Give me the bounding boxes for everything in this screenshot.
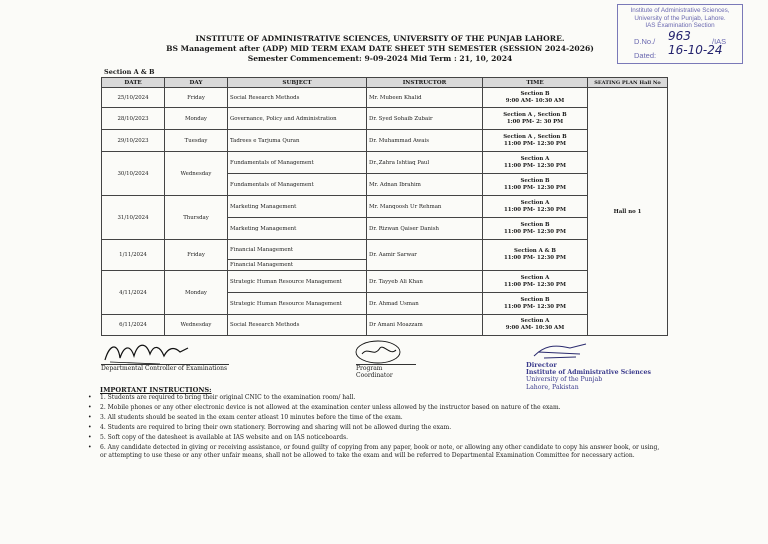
time-range: 1:00 PM- 2: 30 PM: [506, 118, 564, 125]
subject-cell: Marketing Management: [228, 218, 367, 240]
time-section: Section A: [520, 155, 550, 162]
time-range: 11:00 PM- 12:30 PM: [504, 228, 566, 235]
table-row: [102, 315, 668, 336]
col-subject: SUBJECT: [228, 78, 367, 88]
time-section: Section B: [520, 296, 550, 303]
table-row: [102, 108, 668, 130]
instruction-text: 5. Soft copy of the datesheet is available at IAS website and on IAS noticeboards.: [100, 434, 349, 441]
time-cell: [483, 108, 588, 130]
time-cell: [483, 174, 588, 196]
instructor-cell: Dr. Syed Sohaib Zubair: [367, 108, 483, 130]
time-section: Section A & B: [514, 248, 556, 254]
subject-cell: Strategic Human Resource Management: [228, 293, 367, 315]
hall-cell: Hall no 1: [588, 88, 668, 336]
time-section: Section B: [520, 221, 550, 228]
time-range: 11:00 PM- 12:30 PM: [504, 206, 566, 213]
datesheet-table: [101, 77, 668, 336]
bullet-icon: •: [88, 434, 92, 441]
stamp-dated-value: 16-10-24: [668, 43, 723, 57]
day-cell: Monday: [165, 271, 228, 315]
subject-cell: Governance, Policy and Administration: [228, 108, 367, 130]
instructor-cell: Dr.,Zahra Ishtiaq Paul: [367, 152, 483, 174]
day-cell: Friday: [165, 240, 228, 271]
date-cell: 1/11/2024: [102, 240, 165, 271]
time-range: 11:00 PM- 12:30 PM: [504, 281, 566, 288]
instructor-cell: Dr Amani Moazzam: [367, 315, 483, 336]
instruction-item: [88, 444, 660, 460]
controller-title: Departmental Controller of Examinations: [101, 365, 228, 372]
date-cell: 29/10/2023: [102, 130, 165, 152]
stamp-no-value: 963: [668, 29, 691, 43]
table-row: [102, 152, 668, 174]
time-range: 11:00 PM- 12:30 PM: [504, 303, 566, 310]
time-range: 9:00 AM- 10:30 AM: [505, 97, 565, 104]
director-title: Director: [526, 361, 557, 369]
subject-cell: Strategic Human Resource Management: [228, 271, 367, 293]
director-stamp-line-2: University of the Punjab: [526, 376, 603, 384]
bullet-icon: •: [88, 414, 92, 421]
section-label: Section A & B: [104, 68, 155, 76]
instruction-item: [88, 434, 660, 442]
document-header: [120, 34, 640, 64]
instruction-item: [88, 394, 660, 402]
date-cell: 28/10/2023: [102, 108, 165, 130]
day-cell: Friday: [165, 88, 228, 108]
table-row: [102, 271, 668, 293]
stamp-dated-label: Dated:: [634, 51, 657, 60]
col-instructor: INSTRUCTOR: [367, 78, 483, 88]
bullet-icon: •: [88, 394, 92, 401]
instructor-cell: Dr. Tayyeb Ali Khan: [367, 271, 483, 293]
date-cell: 25/10/2024: [102, 88, 165, 108]
time-cell: [483, 240, 588, 271]
semester-commencement: Semester Commencement: 9-09-2024 Mid Term : 21, 10, 2024: [247, 54, 513, 63]
col-date: DATE: [102, 78, 165, 88]
instruction-text: 1. Students are required to bring their original CNIC to the examination room/ hall.: [100, 394, 356, 401]
time-range: 9:00 AM- 10:30 AM: [505, 325, 565, 331]
day-cell: Monday: [165, 108, 228, 130]
col-time: TIME: [483, 78, 588, 88]
instructor-cell: Dr. Rizwan Qaiser Danish: [367, 218, 483, 240]
instruction-item: [88, 424, 660, 432]
instructor-cell: Dr. Aamir Sarwar: [367, 240, 483, 271]
subject-cell: Tadrees e Tarjuma Quran: [228, 130, 367, 152]
director-signature: [530, 340, 590, 362]
table-header-row: [102, 78, 668, 88]
time-section: Section A: [520, 199, 550, 206]
date-cell: 30/10/2024: [102, 152, 165, 196]
date-cell: 4/11/2024: [102, 271, 165, 315]
instructor-cell: Mr. Mubeen Khalid: [367, 88, 483, 108]
time-range: 11:00 PM- 12:30 PM: [504, 140, 566, 147]
col-day: DAY: [165, 78, 228, 88]
stamp-line-1: Institute of Administrative Sciences,: [630, 7, 730, 14]
time-range: 11:00 PM- 12:30 PM: [504, 184, 566, 191]
director-stamp-line-1: Institute of Administrative Sciences: [526, 369, 651, 377]
col-seating-plan: SEATING PLAN Hall No: [588, 78, 668, 88]
subject-cell: Social Research Methods: [228, 88, 367, 108]
day-cell: Wednesday: [165, 152, 228, 196]
instructor-cell: Dr. Ahmad Usman: [367, 293, 483, 315]
instructions-title: IMPORTANT INSTRUCTIONS:: [100, 386, 212, 394]
table-row: [102, 88, 668, 108]
instruction-text: 4. Students are required to bring their own stationery. Borrowing and sharing will not be allowed during the exam.: [100, 424, 452, 431]
time-section: Section A: [520, 318, 550, 324]
date-cell: 6/11/2024: [102, 315, 165, 336]
time-range: 11:00 PM- 12:30 PM: [504, 162, 566, 169]
subject-cell: Financial Management: [228, 240, 367, 260]
instructions-block: [88, 383, 660, 462]
time-cell: [483, 152, 588, 174]
bullet-icon: •: [88, 404, 92, 411]
time-section: Section A: [520, 274, 550, 281]
time-cell: [483, 218, 588, 240]
table-row: [102, 130, 668, 152]
instruction-text: 3. All students should be seated in the exam center atleast 10 minutes before the time of the exam.: [100, 414, 403, 421]
instruction-text: 6. Any candidate detected in giving or receiving assistance, or found guilty of copying from any paper, book or note, or allowing any other candidate to copy his answer book, or using, or attempting to use these or any other unfair means, shall not be allowed to take the exam and will be referred to Departmental Examination Committee for necessary action.: [100, 444, 660, 459]
table-row: [102, 196, 668, 218]
time-section: Section A , Section B: [503, 111, 567, 118]
subject-cell: Marketing Management: [228, 196, 367, 218]
time-cell: [483, 271, 588, 293]
table-row: [102, 240, 668, 260]
director-stamp-line-3: Lahore, Pakistan: [526, 383, 579, 391]
subject-cell: Financial Management: [228, 260, 367, 271]
time-cell: [483, 196, 588, 218]
bullet-icon: •: [88, 424, 92, 431]
time-section: Section B: [520, 90, 550, 97]
subject-cell: Social Research Methods: [228, 315, 367, 336]
instruction-text: 2. Mobile phones or any other electronic device is not allowed at the examination center unless allowed by the instructor based on nature of the exam.: [100, 404, 561, 411]
datesheet-title: BS Management after (ADP) MID TERM EXAM DATE SHEET 5TH SEMESTER (SESSION 2024-2026): [166, 44, 594, 53]
instructor-cell: Dr. Muhammad Awais: [367, 130, 483, 152]
bullet-icon: •: [88, 444, 92, 451]
day-cell: Thursday: [165, 196, 228, 240]
subject-cell: Fundamentals of Management: [228, 152, 367, 174]
time-cell: [483, 293, 588, 315]
date-cell: 31/10/2024: [102, 196, 165, 240]
time-section: Section B: [520, 177, 550, 184]
institute-title: INSTITUTE OF ADMINISTRATIVE SCIENCES, UNIVERSITY OF THE PUNJAB LAHORE.: [195, 34, 565, 43]
stamp-line-2: University of the Punjab, Lahore.: [634, 14, 726, 22]
subject-cell: Fundamentals of Management: [228, 174, 367, 196]
coordinator-title: Program Coordinator: [356, 364, 416, 379]
stamp-line-3: IAS Examination Section: [645, 22, 715, 29]
instructor-cell: Mr. Adnan Ibrahim: [367, 174, 483, 196]
instruction-item: [88, 404, 660, 412]
instructor-cell: Mr. Manqoosh Ur Rehman: [367, 196, 483, 218]
stamp-no-label: D.No./: [634, 37, 656, 46]
day-cell: Tuesday: [165, 130, 228, 152]
stamp-no-suffix: /IAS: [712, 37, 727, 46]
time-section: Section A , Section B: [503, 133, 567, 140]
time-cell: [483, 130, 588, 152]
time-range: 11:00 PM- 12:30 PM: [504, 255, 566, 261]
time-cell: [483, 315, 588, 336]
instruction-item: [88, 414, 660, 422]
time-cell: [483, 88, 588, 108]
day-cell: Wednesday: [165, 315, 228, 336]
